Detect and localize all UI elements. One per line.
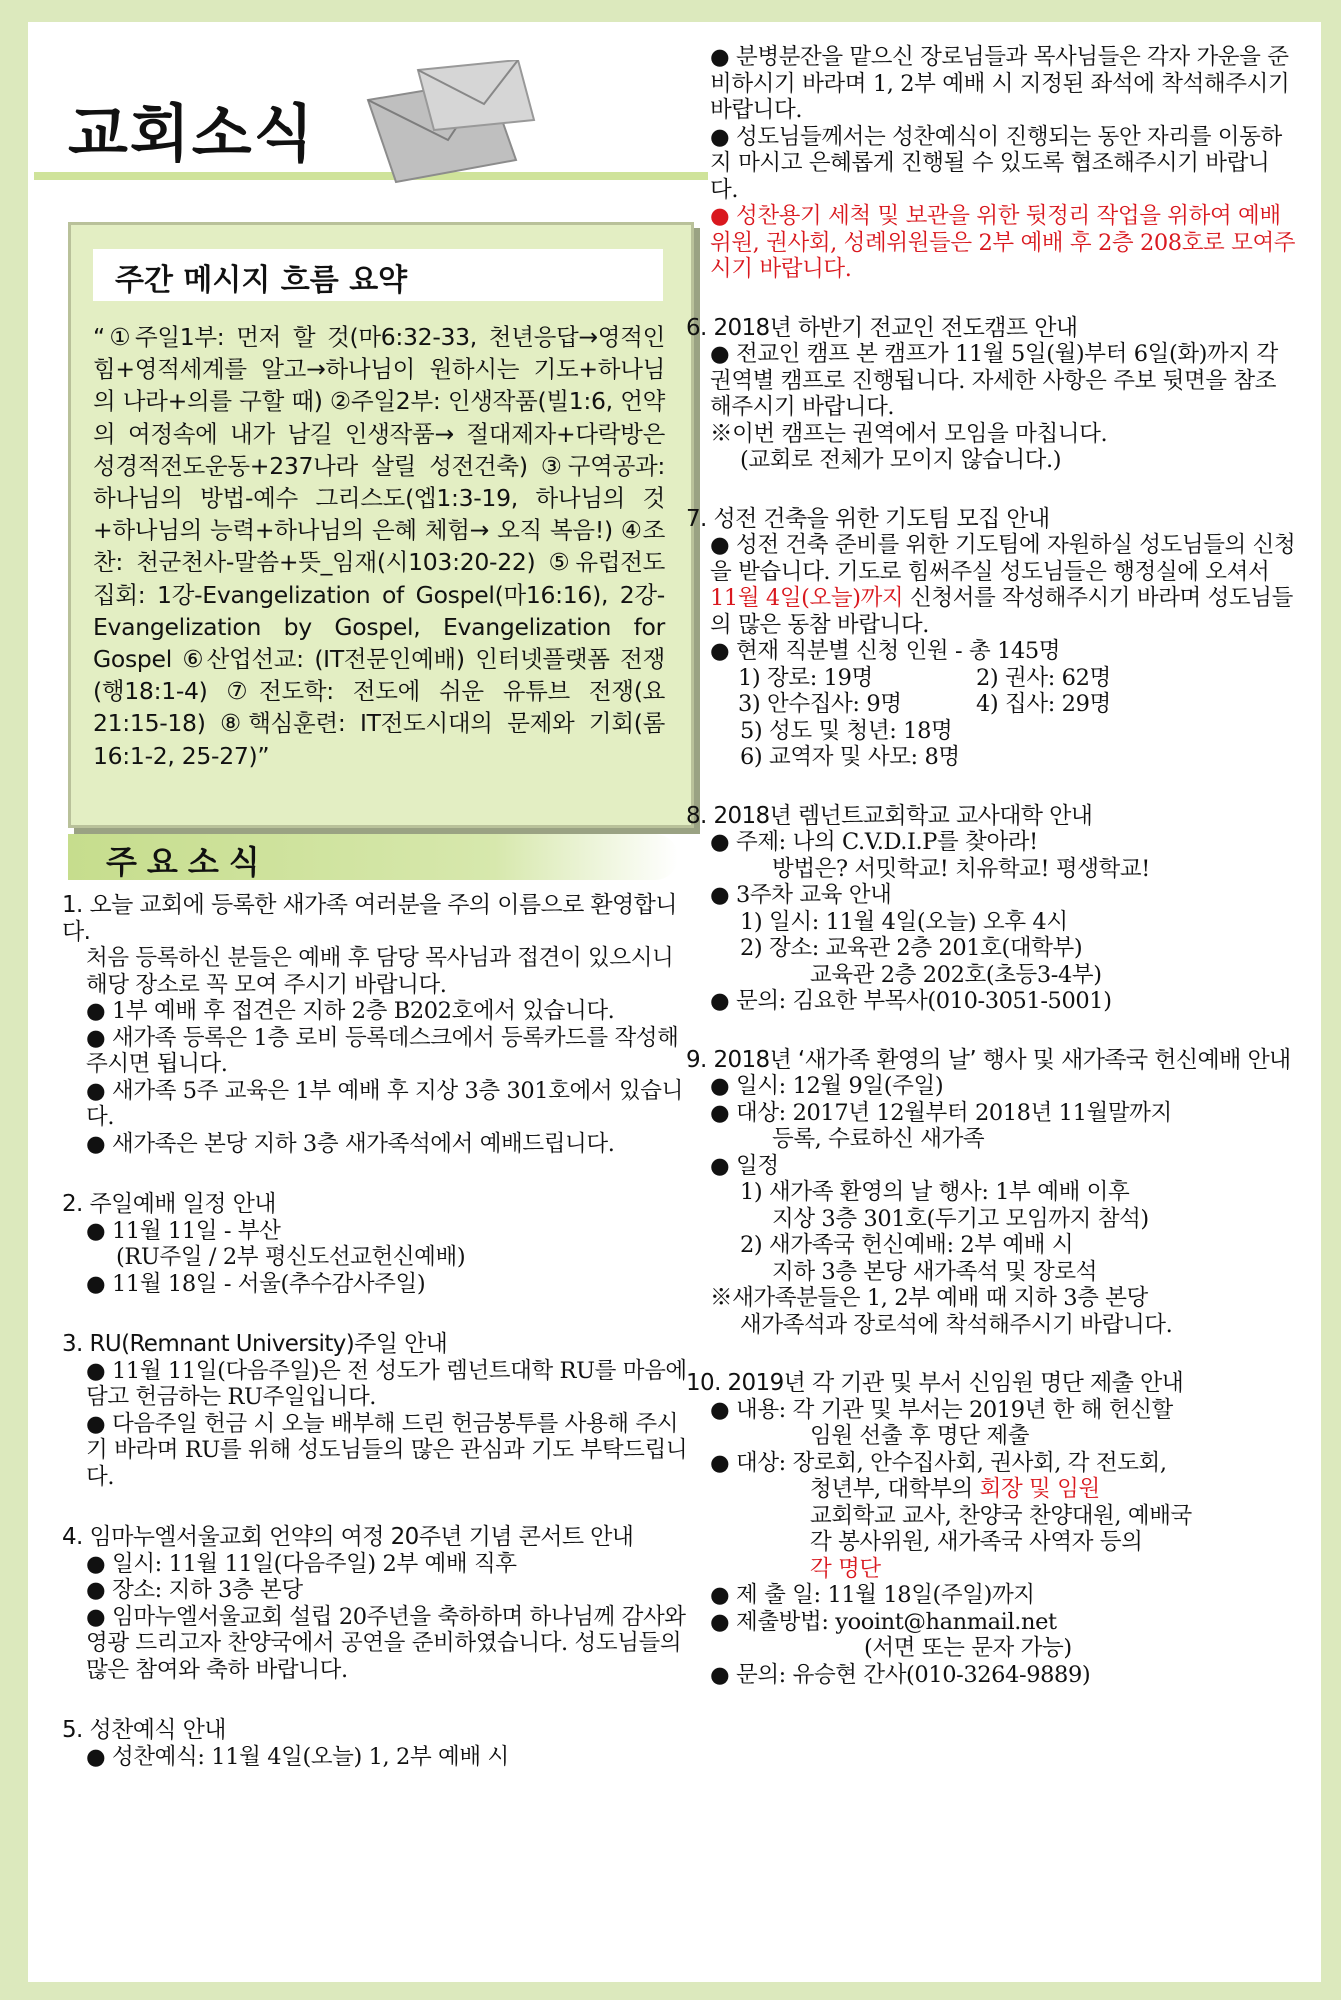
list-item-continued: 청년부, 대학부의 회장 및 임원 — [810, 1476, 1100, 1502]
sub-item-continued: 지상 3층 301호(두기고 모임까지 참석) — [772, 1205, 1149, 1232]
sub-item: 2) 장소: 교육관 2층 201호(대학부) — [740, 935, 1083, 961]
list-item: ● 일시: 12월 9일(주일) — [710, 1073, 944, 1099]
news-item-1-intro: 처음 등록하신 분들은 예배 후 담당 목사님과 접견이 있으시니 해당 장소로 꼭 모여 주시기 바랍니다. — [86, 945, 674, 998]
note-continued: (교회로 전체가 모이지 않습니다.) — [740, 447, 1062, 473]
deadline-highlight: 11월 4일(오늘)까지 — [710, 585, 904, 611]
sub-item-continued: 지하 3층 본당 새가족석 및 장로석 — [772, 1258, 1098, 1285]
list-item: ● 1부 예배 후 접견은 지하 2층 B202호에서 있습니다. — [86, 998, 615, 1024]
list-item-continued: 임원 선출 후 명단 제출 — [810, 1423, 1030, 1449]
list-item: ● 분병분잔을 맡으신 장로님들과 목사님들은 각자 가운을 준비하시기 바라며 1, 2부 예배 시 지정된 좌석에 착석해주시기 바랍니다. — [710, 44, 1290, 123]
list-item-highlight: ● 성찬용기 세척 및 보관을 위한 뒷정리 작업을 위하여 예배위원, 권사회, 성례위원들은 2부 예배 후 2층 208호로 모여주시기 바랍니다. — [710, 203, 1296, 282]
list-item: ● 새가족 5주 교육은 1부 예배 후 지상 3층 301호에서 있습니다. — [86, 1077, 683, 1130]
list-item: ● 11월 11일 - 부산 — [86, 1217, 281, 1244]
list-item: ● 제 출 일: 11월 18일(주일)까지 — [710, 1582, 1035, 1608]
list-item: ● 장소: 지하 3층 본당 — [86, 1577, 303, 1603]
list-item: ● 문의: 유승현 간사(010-3264-9889) — [710, 1661, 1091, 1688]
summary-heading: 주간 메시지 흐름 요약 — [115, 263, 408, 298]
list-item: ● 일정 — [710, 1152, 779, 1179]
list-item: ● 11월 18일 - 서울(추수감사주일) — [86, 1270, 426, 1297]
list-item: ● 다음주일 헌금 시 오늘 배부해 드린 헌금봉투를 사용해 주시기 바라며 RU를 위해 성도님들의 많은 관심과 기도 부탁드립니다. — [86, 1410, 688, 1490]
news-item-4-title: 4. 임마누엘서울교회 언약의 여정 20주년 기념 콘서트 안내 — [62, 1524, 634, 1550]
list-item-continued: 각 봉사위원, 새가족국 사역자 등의 — [810, 1529, 1143, 1555]
sub-item: 1) 새가족 환영의 날 행사: 1부 예배 이후 — [740, 1179, 1130, 1205]
summary-heading-bar — [93, 249, 663, 301]
list-item-continued: (RU주일 / 2부 평신도선교헌신예배) — [116, 1244, 466, 1270]
count-row: 3) 안수집사: 9명 4) 집사: 29명 — [738, 691, 1111, 717]
list-item: ● 임마누엘서울교회 설립 20주년을 축하하며 하나님께 감사와 영광 드리고자 찬양국에서 공연을 준비하였습니다. 성도님들의 많은 참여와 축하 바랍니다. — [86, 1603, 686, 1683]
news-item-9-title: 9. 2018년 ‘새가족 환영의 날’ 행사 및 새가족국 헌신예배 안내 — [686, 1046, 1291, 1073]
list-item: ● 새가족 등록은 1층 로비 등록데스크에서 등록카드를 작성해 주시면 됩니다. — [86, 1024, 679, 1077]
list-item: ● 성도님들께서는 성찬예식이 진행되는 동안 자리를 이동하지 마시고 은혜롭게 진행될 수 있도록 협조해주시기 바랍니다. — [710, 123, 1282, 203]
list-item: ● 성찬예식: 11월 4일(오늘) 1, 2부 예배 시 — [86, 1743, 509, 1770]
news-item-7-title: 7. 성전 건축을 위한 기도팀 모집 안내 — [686, 505, 1050, 532]
count-row: 1) 장로: 19명 2) 권사: 62명 — [738, 664, 1111, 691]
left-column — [62, 892, 692, 1770]
list-item-continued: 교회학교 교사, 찬양국 찬양대원, 예배국 — [810, 1502, 1192, 1529]
news-item-5-title: 5. 성찬예식 안내 — [62, 1717, 226, 1743]
page-frame-left — [0, 0, 28, 2000]
section-title: 주요소식 — [106, 843, 270, 881]
list-item-continued: (서면 또는 문자 가능) — [864, 1635, 1072, 1661]
right-column — [686, 44, 1296, 1688]
highlight-text: 회장 및 임원 — [979, 1476, 1100, 1502]
header — [28, 22, 708, 180]
sub-item-continued: 교육관 2층 202호(초등3-4부) — [810, 961, 1102, 988]
page-title: 교회소식 — [68, 97, 316, 170]
news-item-1-title: 1. 오늘 교회에 등록한 새가족 여러분을 주의 이름으로 환영합니다. — [62, 892, 677, 945]
count-row: 6) 교역자 및 사모: 8명 — [740, 744, 960, 770]
list-item: ● 문의: 김요한 부목사(010-3051-5001) — [710, 988, 1112, 1014]
list-item: ● 새가족은 본당 지하 3층 새가족석에서 예배드립니다. — [86, 1130, 615, 1157]
list-item: ● 전교인 캠프 본 캠프가 11월 5일(월)부터 6일(화)까지 각 권역별 캠프로 진행됩니다. 자세한 사항은 주보 뒷면을 참조해주시기 바랍니다. — [710, 341, 1278, 420]
list-item: ● 성전 건축 준비를 위한 기도팀에 자원하실 성도님들의 신청을 받습니다. 기도로 힘써주실 성도님들은 행정실에 오셔서 11월 4일(오늘)까지 신청서를 작성해주시기 바라며 성도님들의 많은 동참 바랍니다. — [710, 532, 1296, 638]
newsletter-page — [28, 22, 1321, 1982]
list-item: ● 내용: 각 기관 및 부서는 2019년 한 해 헌신할 — [710, 1396, 1173, 1423]
list-item: ● 3주차 교육 안내 — [710, 882, 892, 908]
list-item: ● 제출방법: yooint@hanmail.net — [710, 1608, 1057, 1635]
sub-item: 2) 새가족국 헌신예배: 2부 예배 시 — [740, 1232, 1074, 1258]
envelope-icon — [338, 60, 538, 200]
list-item: ● 일시: 11월 11일(다음주일) 2부 예배 직후 — [86, 1550, 517, 1577]
main-news-header — [68, 834, 678, 880]
list-item: ● 대상: 2017년 12월부터 2018년 11월말까지 — [710, 1099, 1172, 1126]
list-item: ● 11월 11일(다음주일)은 전 성도가 렘넌트대학 RU를 마음에 담고 헌금하는 RU주일입니다. — [86, 1357, 687, 1410]
list-item-continued: 방법은? 서밋학교! 치유학교! 평생학교! — [772, 855, 1150, 882]
page-frame-top — [0, 0, 1341, 22]
email-link: 제출방법: yooint@hanmail.net — [736, 1608, 1057, 1635]
sub-item: 1) 일시: 11월 4일(오늘) 오후 4시 — [740, 908, 1068, 935]
page-frame-right — [1321, 0, 1341, 2000]
news-item-6-title: 6. 2018년 하반기 전교인 전도캠프 안내 — [686, 314, 1078, 341]
note: ※이번 캠프는 권역에서 모임을 마칩니다. — [710, 420, 1108, 447]
count-row: 5) 성도 및 청년: 18명 — [740, 717, 953, 744]
weekly-message-summary-box — [68, 222, 694, 828]
news-item-2-title: 2. 주일예배 일정 안내 — [62, 1191, 276, 1217]
list-item: ● 주제: 나의 C.V.D.I.P를 찾아라! — [710, 829, 1038, 855]
news-item-10-title: 10. 2019년 각 기관 및 부서 신임원 명단 제출 안내 — [686, 1370, 1184, 1396]
note-continued: 새가족석과 장로석에 착석해주시기 바랍니다. — [740, 1311, 1173, 1338]
list-item: ● 대상: 장로회, 안수집사회, 권사회, 각 전도회, — [710, 1449, 1167, 1476]
news-item-8-title: 8. 2018년 렘넌트교회학교 교사대학 안내 — [686, 802, 1093, 829]
note: ※새가족분들은 1, 2부 예배 때 지하 3층 본당 — [710, 1285, 1148, 1311]
highlight-text: 각 명단 — [810, 1555, 881, 1582]
news-item-3-title: 3. RU(Remnant University)주일 안내 — [62, 1331, 448, 1357]
summary-body: “①주일1부: 먼저 할 것(마6:32-33, 천년응답→영적인 힘+영적세계를 알고→하나님이 원하시는 기도+하나님의 나라+의를 구할 때) ②주일2부: 인생작품(빌1:6, 언약의 여정속에 내가 남길 인생작품→ 절대제자+다락방은 성경적전도운동+237나라 살릴 성전건축) ③구역공과: 하나님의 방법-예수 그리스도(엡1:3-19, 하나님의 것+하나님의 능력+하나님의 은혜 체험→ 오직 복음!) ④조찬: 천군천사-말씀+뜻_임재(시103:20-22) ⑤유럽전도집회: 1강-Evangelization of Gospel(마16:16), 2강-Evangelization by Gospel, Evangelization for Gospel ⑥산업선교: (IT전문인예배) 인터넷플랫폼 전쟁(행18:1-4) ⑦전도학: 전도에 쉬운 유튜브 전쟁(요21:15-18) ⑧핵심훈련: IT전도시대의 문제와 기회(롬16:1-2, 25-27)” — [93, 323, 665, 770]
page-frame-bottom — [0, 1982, 1341, 2000]
list-item-continued: 등록, 수료하신 새가족 — [772, 1126, 985, 1152]
list-item: ● 현재 직분별 신청 인원 - 총 145명 — [710, 638, 1061, 664]
